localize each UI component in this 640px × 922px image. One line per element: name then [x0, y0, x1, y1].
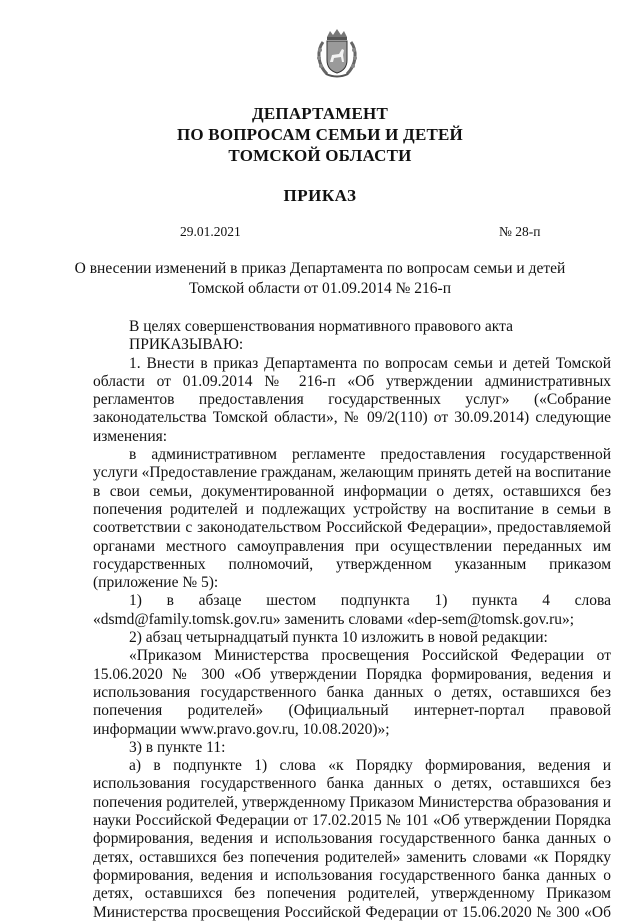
department-name-line-2: ПО ВОПРОСАМ СЕМЬИ И ДЕТЕЙ: [177, 125, 463, 144]
body-paragraph: а) в подпункте 1) слова «к Порядку формирования, ведения и использования государственного банка данных о детях, оставшихся без попечения родителей, утвержденному Приказом Министерства образования и науки Российской Федерации от 17.02.2015 № 101 «Об утверждении Порядка формирования, ведения и использования государственного банка данных о детях, оставшихся без попечения родителей» заменить словами «к Порядку формирования, ведения и использования государственного банка данных о детях, оставшихся без попечения родителей, утвержденному Приказом Министерства просвещения Российской Федерации от 15.06.2020 № 300 «Об: [93, 757, 611, 921]
body-paragraph: 1. Внести в приказ Департамента по вопросам семьи и детей Томской области от 01.09.2014 № 216-п «Об утверждении административных регламентов предоставления государственных услуг» («Собрание законодательства Томской области», № 09/2(110) от 30.09.2014) следующие изменения:: [93, 354, 611, 445]
document-type-title: ПРИКАЗ: [283, 186, 357, 205]
body-paragraph: 3) в пункте 11:: [129, 738, 226, 756]
body-paragraph: 2) абзац четырнадцатый пункта 10 изложить в новой редакции:: [129, 629, 548, 647]
order-subject-line-2: Томской области от 01.09.2014 № 216-п: [189, 280, 451, 297]
tomsk-oblast-coat-of-arms-icon: [314, 28, 360, 80]
body-paragraph: «Приказом Министерства просвещения Российской Федерации от 15.06.2020 № 300 «Об утверждении Порядка формирования, ведения и использования государственного банка данных о детях, оставшихся без попечения родителей» (Официальный интернет-портал правовой информации www.pravo.gov.ru, 10.08.2020)»;: [93, 647, 611, 738]
order-body: [93, 318, 611, 922]
body-paragraph: 1) в абзаце шестом подпункта 1) пункта 4 слова «dsmd@family.tomsk.gov.ru» заменить словами «dep-sem@tomsk.gov.ru»;: [93, 592, 611, 628]
department-name-line-3: ТОМСКОЙ ОБЛАСТИ: [228, 146, 412, 165]
order-date: 29.01.2021: [180, 224, 241, 239]
order-number: № 28-п: [499, 224, 541, 239]
department-name-line-1: ДЕПАРТАМЕНТ: [251, 104, 389, 123]
body-paragraph-prikazyvayu: ПРИКАЗЫВАЮ:: [129, 336, 244, 354]
body-paragraph: В целях совершенствования нормативного правового акта: [129, 318, 513, 335]
body-paragraph: в административном регламенте предоставления государственной услуги «Предоставление гражданам, желающим принять детей на воспитание в свои семьи, документированной информации о детях, оставшихся без попечения родителей и подлежащих устройству на воспитание в семьи в соответствии с законодательством Российской Федерации», предоставляемой органами местного самоуправления при осуществлении переданных им государственных полномочий, утвержденном указанным приказом (приложение № 5):: [93, 446, 611, 592]
order-subject-line-1: О внесении изменений в приказ Департамента по вопросам семьи и детей: [74, 260, 566, 277]
